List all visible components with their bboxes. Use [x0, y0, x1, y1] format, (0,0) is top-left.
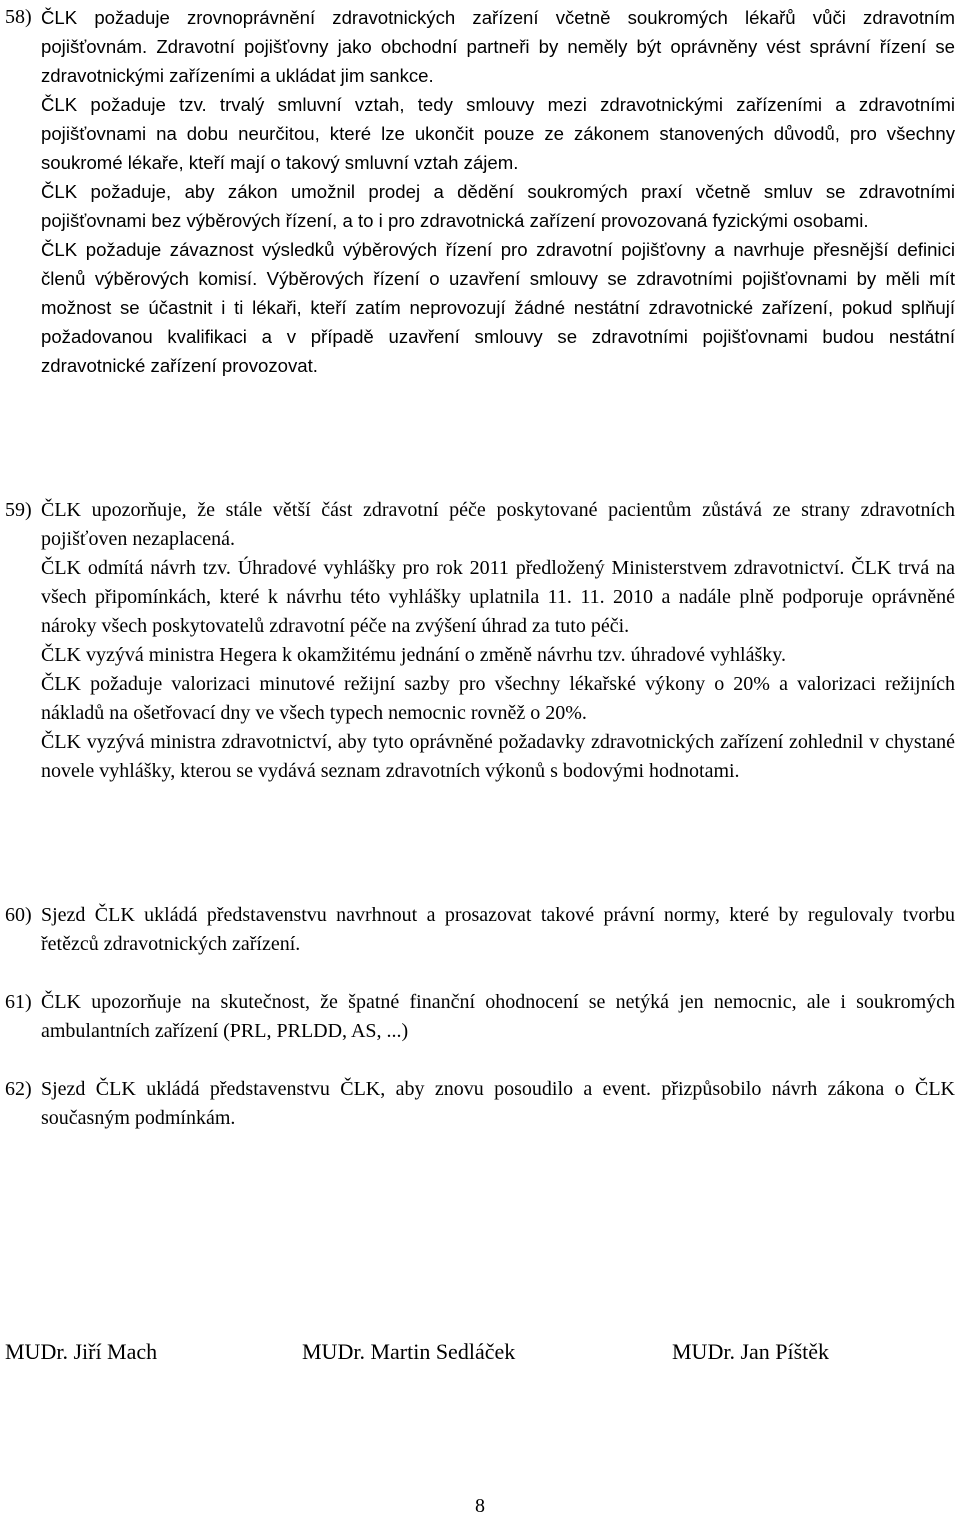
resolution-60: [5, 901, 955, 959]
item-number: 58): [5, 6, 32, 28]
paragraph: ČLK požaduje tzv. trvalý smluvní vztah, tedy smlouvy mezi zdravotnickými zařízeními a zdravotními pojišťovnami na dobu neurčitou, které lze ukončit pouze ze zákonem stanovených důvodů, pro všechny soukromé lékaře, kteří mají o takový smluvní vztah zájem.: [41, 94, 955, 173]
signature-pistek: MUDr. Jan Píštěk: [672, 1339, 830, 1364]
paragraph: ČLK požaduje závaznost výsledků výběrových řízení pro zdravotní pojišťovny a navrhuje přesnější definici členů výběrových komisí. Výběrových řízení o uzavření smlouvy se zdravotními pojišťovnami by měli mít možnost se účastnit i ti lékaři, kteří zatím neprovozují žádné nestátní zdravotnické zařízení, pokud splňují požadovanou kvalifikaci a v případě uzavření smlouvy se zdravotními pojišťovnami budou nestátní zdravotnické zařízení provozovat.: [41, 239, 955, 376]
resolution-59: [5, 496, 955, 786]
paragraph: ČLK vyzývá ministra Hegera k okamžitému jednání o změně návrhu tzv. úhradové vyhlášky.: [41, 644, 786, 666]
paragraph: ČLK upozorňuje na skutečnost, že špatné finanční ohodnocení se netýká jen nemocnic, ale i soukromých ambulantních zařízení (PRL, PRLDD, AS, ...): [41, 991, 955, 1042]
paragraph: Sjezd ČLK ukládá představenstvu navrhnout a prosazovat takové právní normy, které by regulovaly tvorbu řetězců zdravotnických zařízení.: [41, 904, 955, 955]
item-number: 61): [5, 991, 32, 1013]
paragraph: ČLK vyzývá ministra zdravotnictví, aby tyto oprávněné požadavky zdravotnických zařízení zohlednil v chystané novele vyhlášky, kterou se vydává seznam zdravotních výkonů s bodovými hodnotami.: [41, 731, 955, 782]
item-number: 62): [5, 1078, 32, 1100]
page-number: 8: [475, 1495, 485, 1517]
paragraph: ČLK odmítá návrh tzv. Úhradové vyhlášky pro rok 2011 předložený Ministerstvem zdravotnictví. ČLK trvá na všech připomínkách, které k návrhu této vyhlášky uplatnila 11. 11. 2010 a nadále plně podporuje oprávněné nároky všech poskytovatelů zdravotní péče na zvýšení úhrad za tuto péči.: [41, 557, 955, 637]
paragraph: ČLK upozorňuje, že stále větší část zdravotní péče poskytované pacientům zůstává ze strany zdravotních pojišťoven nezaplacená.: [41, 499, 955, 550]
signature-mach: MUDr. Jiří Mach: [5, 1339, 158, 1364]
paragraph: ČLK požaduje, aby zákon umožnil prodej a dědění soukromých praxí včetně smluv se zdravotními pojišťovnami bez výběrových řízení, a to i pro zdravotnická zařízení provozovaná fyzickými osobami.: [41, 181, 955, 231]
paragraph: ČLK požaduje valorizaci minutové režijní sazby pro všechny lékařské výkony o 20% a valorizaci režijních nákladů na ošetřovací dny ve všech typech nemocnic rovněž o 20%.: [41, 673, 955, 724]
signature-sedlacek: MUDr. Martin Sedláček: [302, 1339, 516, 1364]
resolution-61: [5, 988, 955, 1046]
resolution-62: [5, 1075, 955, 1133]
paragraph: Sjezd ČLK ukládá představenstvu ČLK, aby znovu posoudilo a event. přizpůsobilo návrh zákona o ČLK současným podmínkám.: [41, 1078, 955, 1129]
item-number: 60): [5, 904, 32, 926]
resolution-58: [5, 3, 955, 380]
paragraph: ČLK požaduje zrovnoprávnění zdravotnických zařízení včetně soukromých lékařů vůči zdravotním pojišťovnám. Zdravotní pojišťovny jako obchodní partneři by neměly být oprávněny vést správní řízení se zdravotnickými zařízeními a ukládat jim sankce.: [41, 7, 955, 86]
item-number: 59): [5, 499, 32, 521]
